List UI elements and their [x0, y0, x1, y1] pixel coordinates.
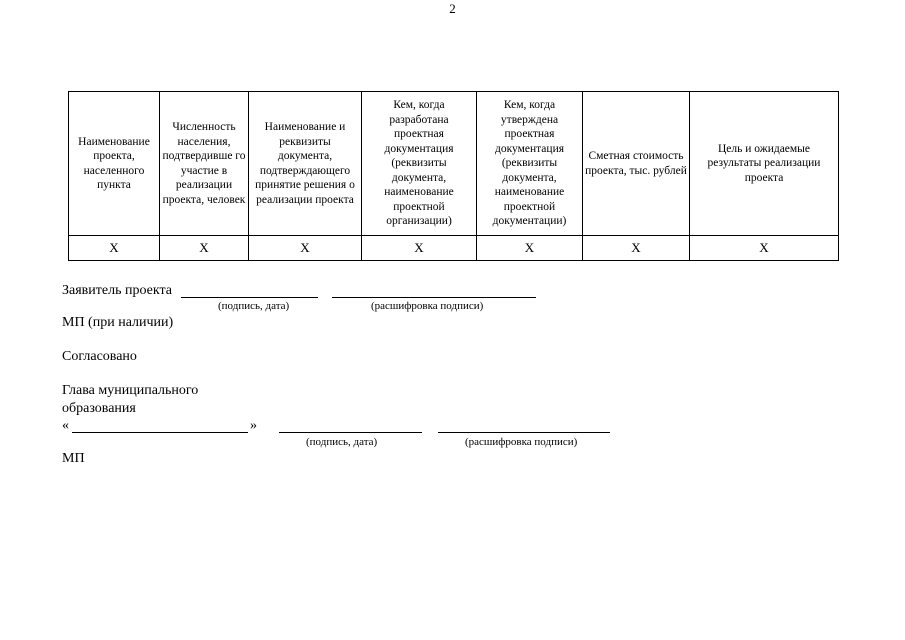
table-cell: Х [362, 236, 477, 261]
header-estimated-cost: Сметная стоимость проекта, тыс. рублей [583, 92, 690, 236]
head-decode-caption: (расшифровка подписи) [465, 436, 578, 448]
applicant-signature-caption: (подпись, дата) [218, 300, 290, 312]
agreed-label: Согласовано [62, 349, 137, 364]
table-row [69, 236, 839, 261]
table-cell: Х [69, 236, 160, 261]
applicant-label: Заявитель проекта [62, 283, 172, 298]
head-date-line[interactable] [72, 432, 248, 433]
table-cell: Х [690, 236, 839, 261]
head-title-line2: образования [62, 401, 136, 416]
header-decision-document: Наименование и реквизиты документа, подтверждающего принятие решения о реализации проекта [249, 92, 362, 236]
close-quote: » [250, 418, 257, 433]
head-signature-caption: (подпись, дата) [306, 436, 378, 448]
table-cell: Х [477, 236, 583, 261]
header-project-name: Наименование проекта, населенного пункта [69, 92, 160, 236]
header-approved-by: Кем, когда утверждена проектная документация (реквизиты документа, наименование проектной документации) [477, 92, 583, 236]
table-cell: Х [160, 236, 249, 261]
head-signature-line[interactable] [279, 432, 422, 433]
head-decode-line[interactable] [438, 432, 610, 433]
header-goals-results: Цель и ожидаемые результаты реализации проекта [690, 92, 839, 236]
header-developed-by: Кем, когда разработана проектная документация (реквизиты документа, наименование проектной организации) [362, 92, 477, 236]
table-cell: Х [249, 236, 362, 261]
applicant-signature-line[interactable] [181, 297, 318, 298]
header-population: Численность населения, подтвердивше го участие в реализации проекта, человек [160, 92, 249, 236]
applicant-decode-caption: (расшифровка подписи) [371, 300, 484, 312]
head-title-line1: Глава муниципального [62, 383, 199, 398]
table-cell: Х [583, 236, 690, 261]
open-quote: « [62, 418, 69, 433]
project-table [68, 91, 839, 261]
seal-optional-label: МП (при наличии) [62, 315, 174, 330]
seal-label: МП [62, 451, 85, 466]
applicant-decode-line[interactable] [332, 297, 536, 298]
page-number: 2 [449, 1, 456, 16]
table-header-row [69, 92, 839, 236]
